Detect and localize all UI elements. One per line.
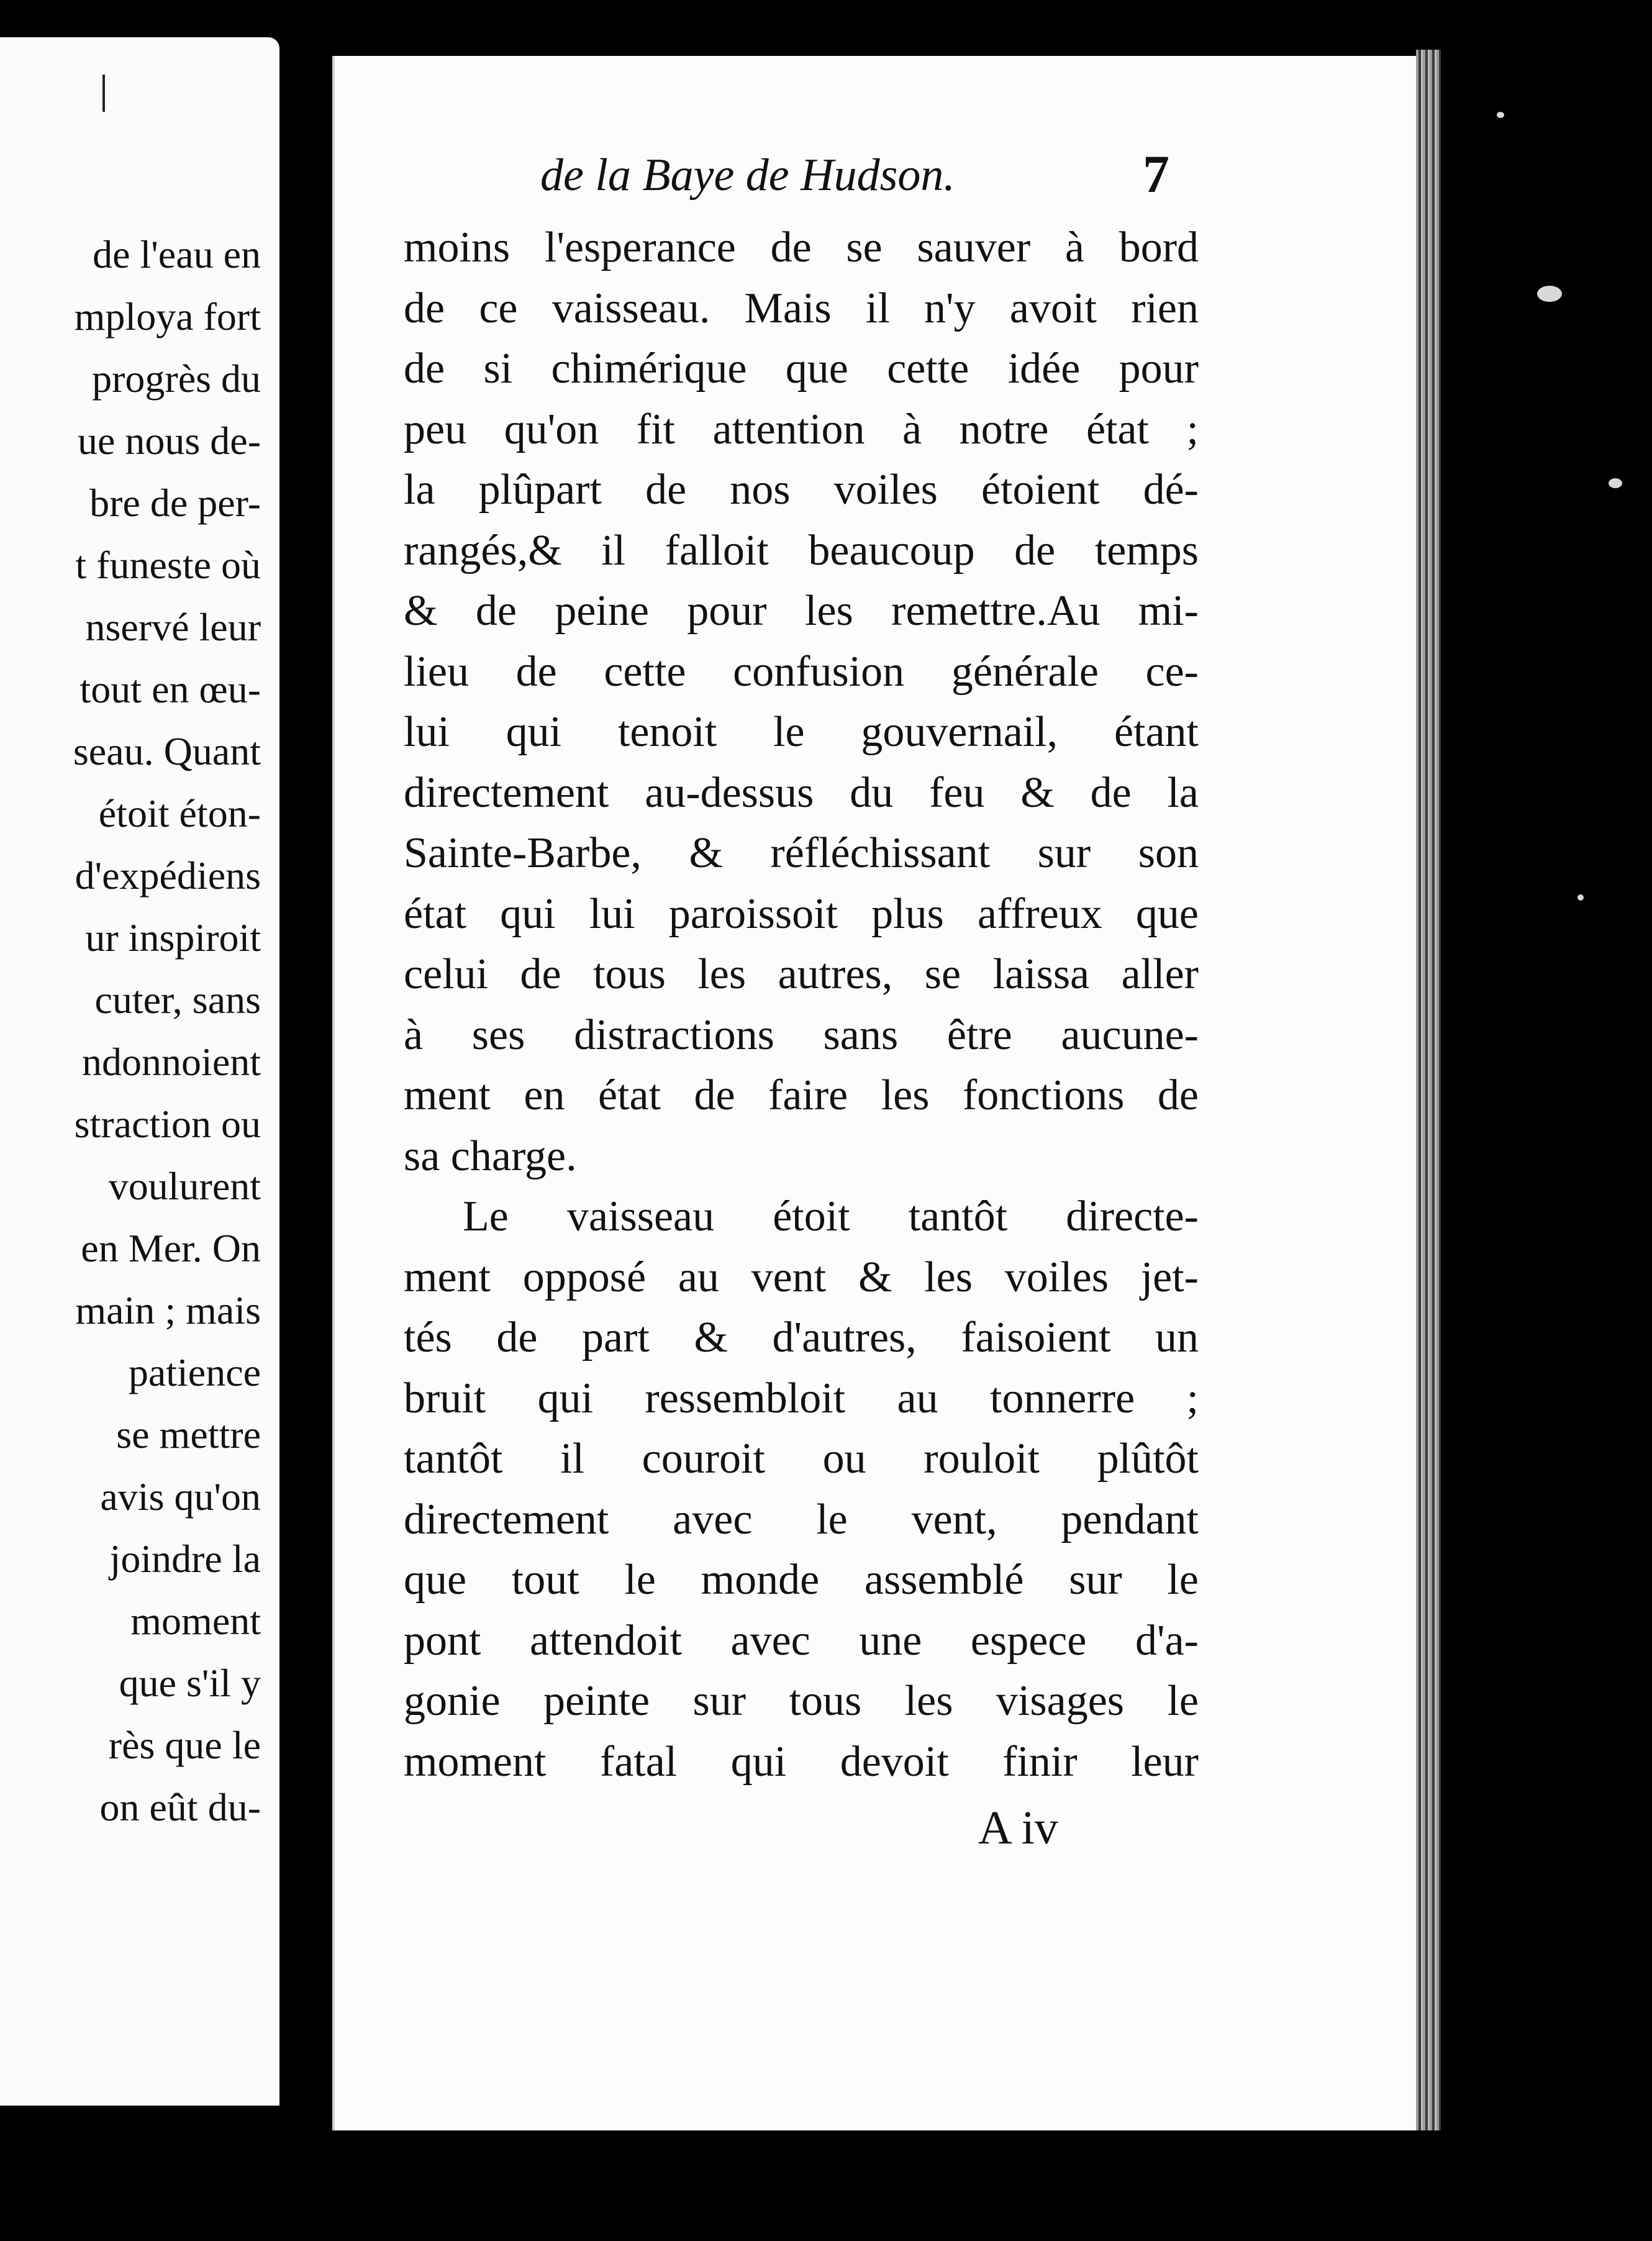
left-page-line: progrès du xyxy=(92,357,261,401)
left-page-line: en Mer. On xyxy=(81,1226,261,1270)
text-line: pont attendoit avec une espece d'a- xyxy=(404,1616,1199,1665)
left-page-line: ue nous de- xyxy=(77,419,261,463)
text-line: moment fatal qui devoit finir leur xyxy=(404,1737,1199,1786)
left-page-line: on eût du- xyxy=(99,1785,261,1829)
signature-mark: A iv xyxy=(978,1802,1058,1854)
left-page-line: tout en œu- xyxy=(79,667,261,711)
text-line: moins l'esperance de se sauver à bord xyxy=(404,224,1199,271)
left-page-line: straction ou xyxy=(74,1102,261,1146)
left-page-line: étoit éton- xyxy=(98,791,261,835)
left-page-line: ur inspiroit xyxy=(85,916,261,960)
text-line: & de peine pour les remettre.Au mi- xyxy=(404,587,1199,635)
text-line: gonie peinte sur tous les visages le xyxy=(404,1677,1199,1725)
left-page-line: cuter, sans xyxy=(94,978,261,1022)
text-line: de si chimérique que cette idée pour xyxy=(404,345,1199,393)
text-line: lui qui tenoit le gouvernail, étant xyxy=(404,708,1199,756)
text-line: Sainte-Barbe, & réfléchissant sur son xyxy=(404,829,1199,877)
text-line: à ses distractions sans être aucune- xyxy=(404,1011,1199,1059)
dust-speck xyxy=(1577,894,1584,901)
left-page-line: joindre la xyxy=(109,1537,261,1581)
left-page-line: que s'il y xyxy=(119,1661,261,1705)
left-page-line: d'expédiens xyxy=(75,853,261,898)
text-line: de ce vaisseau. Mais il n'y avoit rien xyxy=(404,284,1199,332)
text-line: état qui lui paroissoit plus affreux que xyxy=(404,889,1199,938)
left-page-line: bre de per- xyxy=(89,481,261,525)
left-page-line: ndonnoient xyxy=(82,1040,261,1084)
page-edge-mark xyxy=(102,75,105,112)
text-line: ment opposé au vent & les voiles jet- xyxy=(404,1253,1199,1301)
left-page-line: rès que le xyxy=(108,1723,261,1767)
text-line: celui de tous les autres, se laissa aller xyxy=(404,950,1199,998)
left-page-line: avis qu'on xyxy=(100,1475,261,1519)
dust-speck xyxy=(1537,286,1562,302)
text-line: directement avec le vent, pendant xyxy=(404,1495,1199,1543)
text-line: sa charge. xyxy=(404,1132,577,1180)
text-line: la plûpart de nos voiles étoient dé- xyxy=(404,466,1199,514)
text-line: directement au-dessus du feu & de la xyxy=(404,768,1199,817)
left-page-line: main ; mais xyxy=(75,1288,261,1332)
text-line: ment en état de faire les fonctions de xyxy=(404,1071,1199,1119)
page-number: 7 xyxy=(1143,144,1169,204)
text-line: que tout le monde assemblé sur le xyxy=(404,1556,1199,1604)
dust-speck xyxy=(1609,478,1622,488)
body-text xyxy=(404,217,1199,1792)
left-page-line: mploya fort xyxy=(74,294,261,339)
book-gutter xyxy=(279,0,332,2241)
text-line: lieu de cette confusion générale ce- xyxy=(404,647,1199,696)
text-line: bruit qui ressembloit au tonnerre ; xyxy=(404,1374,1199,1422)
text-line: rangés,& il falloit beaucoup de temps xyxy=(404,526,1199,575)
running-head: de la Baye de Hudson. xyxy=(540,150,955,201)
left-page-line: patience xyxy=(128,1350,261,1394)
text-line: tantôt il couroit ou rouloit plûtôt xyxy=(404,1435,1199,1483)
left-page-line: se mettre xyxy=(116,1412,261,1457)
left-page-line: voulurent xyxy=(108,1164,261,1208)
text-line: tés de part & d'autres, faisoient un xyxy=(404,1314,1199,1361)
left-page-line: t funeste où xyxy=(75,543,261,587)
left-page-line: de l'eau en xyxy=(93,232,261,276)
text-line: peu qu'on fit attention à notre état ; xyxy=(404,405,1199,453)
dust-speck xyxy=(1497,112,1504,118)
left-page-line: moment xyxy=(130,1599,261,1643)
page-edges xyxy=(1416,50,1441,2130)
text-line: Le vaisseau étoit tantôt directe- xyxy=(463,1193,1199,1240)
left-page-line: seau. Quant xyxy=(73,729,261,773)
left-page-line: nservé leur xyxy=(85,605,261,649)
left-page xyxy=(0,37,279,2106)
